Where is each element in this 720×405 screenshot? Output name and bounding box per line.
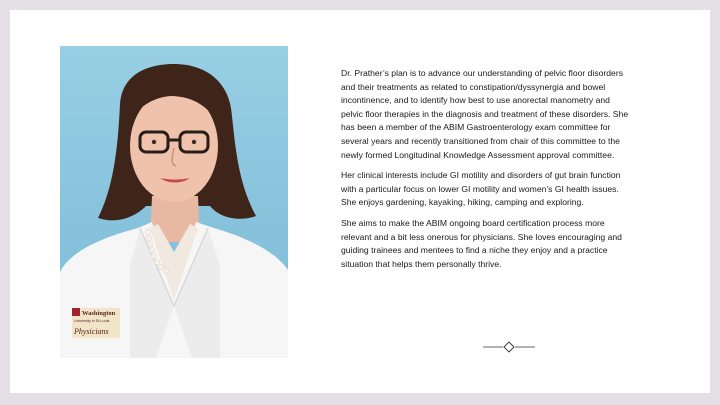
coat-badge — [72, 308, 120, 338]
portrait-illustration — [60, 46, 288, 358]
bio-paragraph-1: Dr. Prather’s plan is to advance our understanding of pelvic floor disorders and their treatments as related to constipation/dyssynergia and bowel incontinence, and to identify how best to use anorectal manometry and pelvic floor therapies in the diagnosis and treatment of these disorders. She has been a member of the ABIM Gastroenterology exam committee for several years and recently transitioned from chair of this committee to the newly formed Longitudinal Knowledge Assessment approval committee. — [341, 68, 629, 160]
badge-brand-line1: Washington — [82, 310, 116, 317]
bio-paragraph-3: She aims to make the ABIM ongoing board certification process more relevant and a bit less onerous for physicians. She loves encouraging and guiding trainees and mentees to find a niche they enjoy and a practice situation that helps them personally thrive. — [341, 217, 622, 269]
slide-canvas — [10, 10, 710, 393]
bio-paragraph-2: Her clinical interests include GI motility and disorders of gut brain function with a particular focus on lower GI motility and women’s GI health issues. She enjoys gardening, kayaking, hiking, camping and exploring. — [341, 170, 621, 208]
diamond-divider-icon — [483, 341, 535, 353]
bio-text — [341, 67, 631, 278]
badge-brand-line3: Physicians — [74, 327, 109, 336]
badge-brand-line2: University in St.Louis — [74, 319, 110, 323]
portrait-photo — [60, 46, 288, 358]
